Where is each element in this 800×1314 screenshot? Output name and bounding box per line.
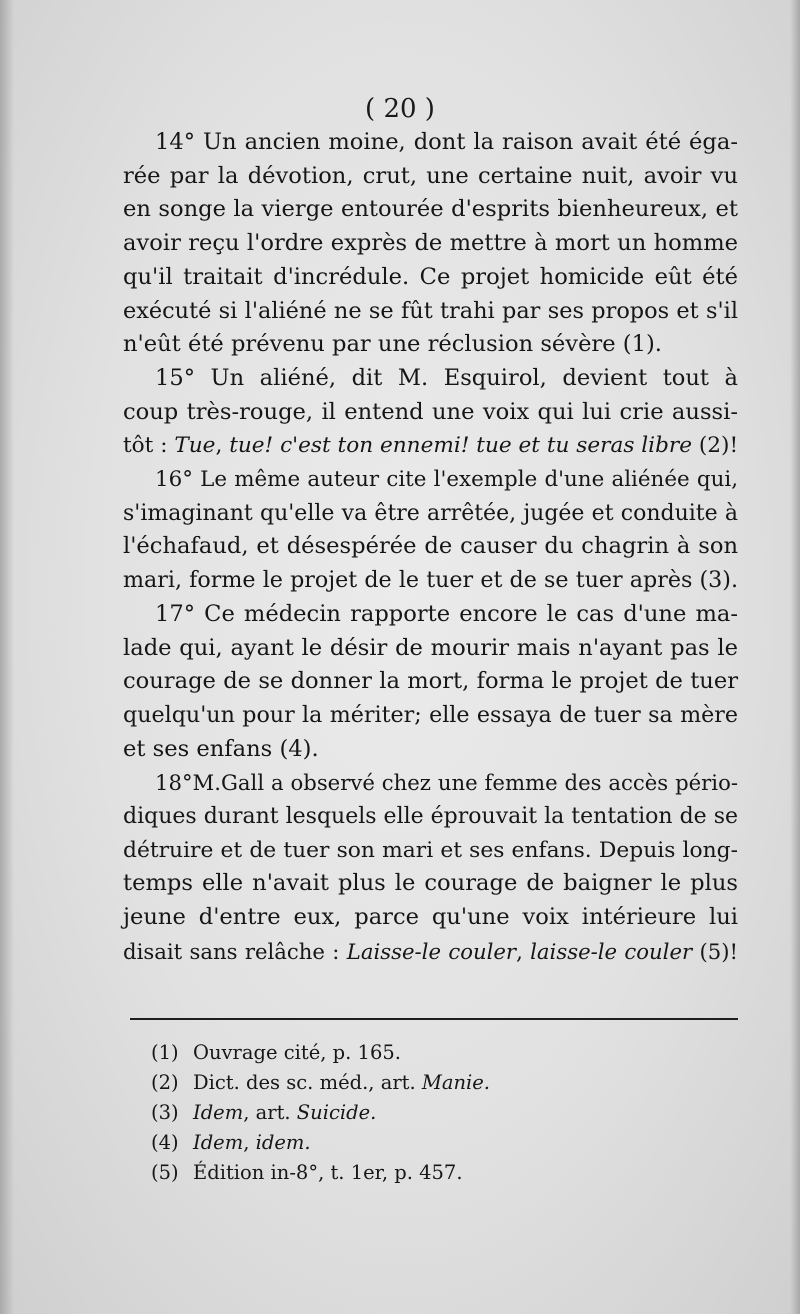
footnote-rule — [130, 1018, 738, 1020]
text-line: s'imaginant qu'elle va être arrêtée, jugée et conduite à — [123, 500, 738, 526]
page-number: ( 20 ) — [365, 94, 435, 124]
footnote-text: , — [243, 1131, 256, 1154]
paragraph-17 — [123, 598, 738, 767]
footnote-italic: Suicide. — [296, 1101, 377, 1124]
page-edge-shadow-left — [0, 0, 14, 1314]
text-line: 18°M.Gall a observé chez une femme des accès pério- — [155, 770, 738, 796]
footnote-1 — [151, 1038, 490, 1068]
italic-segment: Tue — [174, 433, 216, 459]
text-segment: tôt : — [123, 433, 175, 459]
text-line: 15° Un aliéné, dit M. Esquirol, devient tout à — [155, 364, 738, 391]
footnote-text: Édition in-8°, t. 1er, p. 457. — [193, 1161, 463, 1184]
footnote-italic: Manie. — [421, 1071, 491, 1094]
text-segment: (2)! — [692, 433, 739, 459]
italic-segment: tue! c'est ton ennemi! tue et tu seras libre — [229, 433, 693, 459]
text-line: détruire et de tuer son mari et ses enfans. Depuis long- — [123, 837, 738, 863]
paragraph-15 — [123, 362, 738, 463]
text-line: rée par la dévotion, crut, une certaine nuit, avoir vu — [123, 162, 738, 189]
text-line: courage de se donner la mort, forma le projet de tuer — [123, 668, 738, 695]
italic-segment: laisse-le couler — [530, 938, 693, 964]
footnote-number: (2) — [151, 1071, 179, 1094]
text-line: diques durant lesquels elle éprouvait la tentation de se — [123, 804, 738, 830]
footnote-number: (5) — [151, 1161, 179, 1184]
footnote-italic: Idem — [193, 1131, 244, 1154]
footnote-4 — [151, 1128, 490, 1158]
text-line: 17° Ce médecin rapporte encore le cas d'une ma- — [155, 600, 738, 627]
footnote-italic: Idem — [193, 1101, 244, 1124]
text-line: 14° Un ancien moine, dont la raison avait été éga- — [155, 129, 738, 155]
footnote-2 — [151, 1068, 490, 1098]
text-line: mari, forme le projet de le tuer et de se tuer après (3). — [123, 567, 738, 594]
text-line: l'échafaud, et désespérée de causer du chagrin à son — [123, 533, 738, 560]
body-text — [123, 126, 738, 969]
paragraph-14 — [123, 126, 738, 362]
italic-segment: Laisse-le couler — [346, 938, 517, 964]
footnote-italic: idem. — [255, 1131, 311, 1154]
text-line: coup très-rouge, il entend une voix qui lui crie aussi- — [123, 398, 738, 425]
footnote-number: (3) — [151, 1101, 179, 1124]
text-line: 16° Le même auteur cite l'exemple d'une aliénée qui, — [155, 467, 738, 493]
text-line: qu'il traitait d'incrédule. Ce projet homicide eût été — [123, 263, 738, 290]
paragraph-16 — [123, 463, 738, 598]
footnote-number: (1) — [151, 1041, 179, 1064]
text-segment: disait sans relâche : — [123, 938, 347, 964]
paragraph-18 — [123, 766, 738, 968]
text-line-italic — [123, 935, 738, 969]
footnote-number: (4) — [151, 1131, 179, 1154]
page-edge-shadow-right — [790, 0, 800, 1314]
footnote-3 — [151, 1098, 490, 1128]
text-segment: , — [215, 433, 230, 459]
text-line: n'eût été prévenu par une réclusion sévère (1). — [123, 331, 662, 358]
text-segment: (5)! — [692, 938, 739, 964]
text-line: temps elle n'avait plus le courage de baigner le plus — [123, 870, 738, 897]
text-line: et ses enfans (4). — [123, 735, 319, 762]
text-segment: , — [516, 938, 531, 964]
text-line: en songe la vierge entourée d'esprits bienheureux, et — [123, 196, 738, 223]
footnotes — [151, 1038, 490, 1188]
text-line-italic — [123, 429, 738, 463]
footnote-text: Dict. des sc. méd., art. — [193, 1071, 422, 1094]
text-line: jeune d'entre eux, parce qu'une voix intérieure lui — [123, 904, 738, 931]
text-line: avoir reçu l'ordre exprès de mettre à mort un homme — [123, 230, 738, 257]
text-line: lade qui, ayant le désir de mourir mais n'ayant pas le — [123, 634, 738, 661]
text-line: quelqu'un pour la mériter; elle essaya de tuer sa mère — [123, 701, 738, 728]
footnote-5 — [151, 1158, 490, 1188]
footnote-text: , art. — [243, 1101, 297, 1124]
text-line: exécuté si l'aliéné ne se fût trahi par ses propos et s'il — [123, 297, 738, 324]
footnote-text: Ouvrage cité, p. 165. — [193, 1041, 401, 1064]
